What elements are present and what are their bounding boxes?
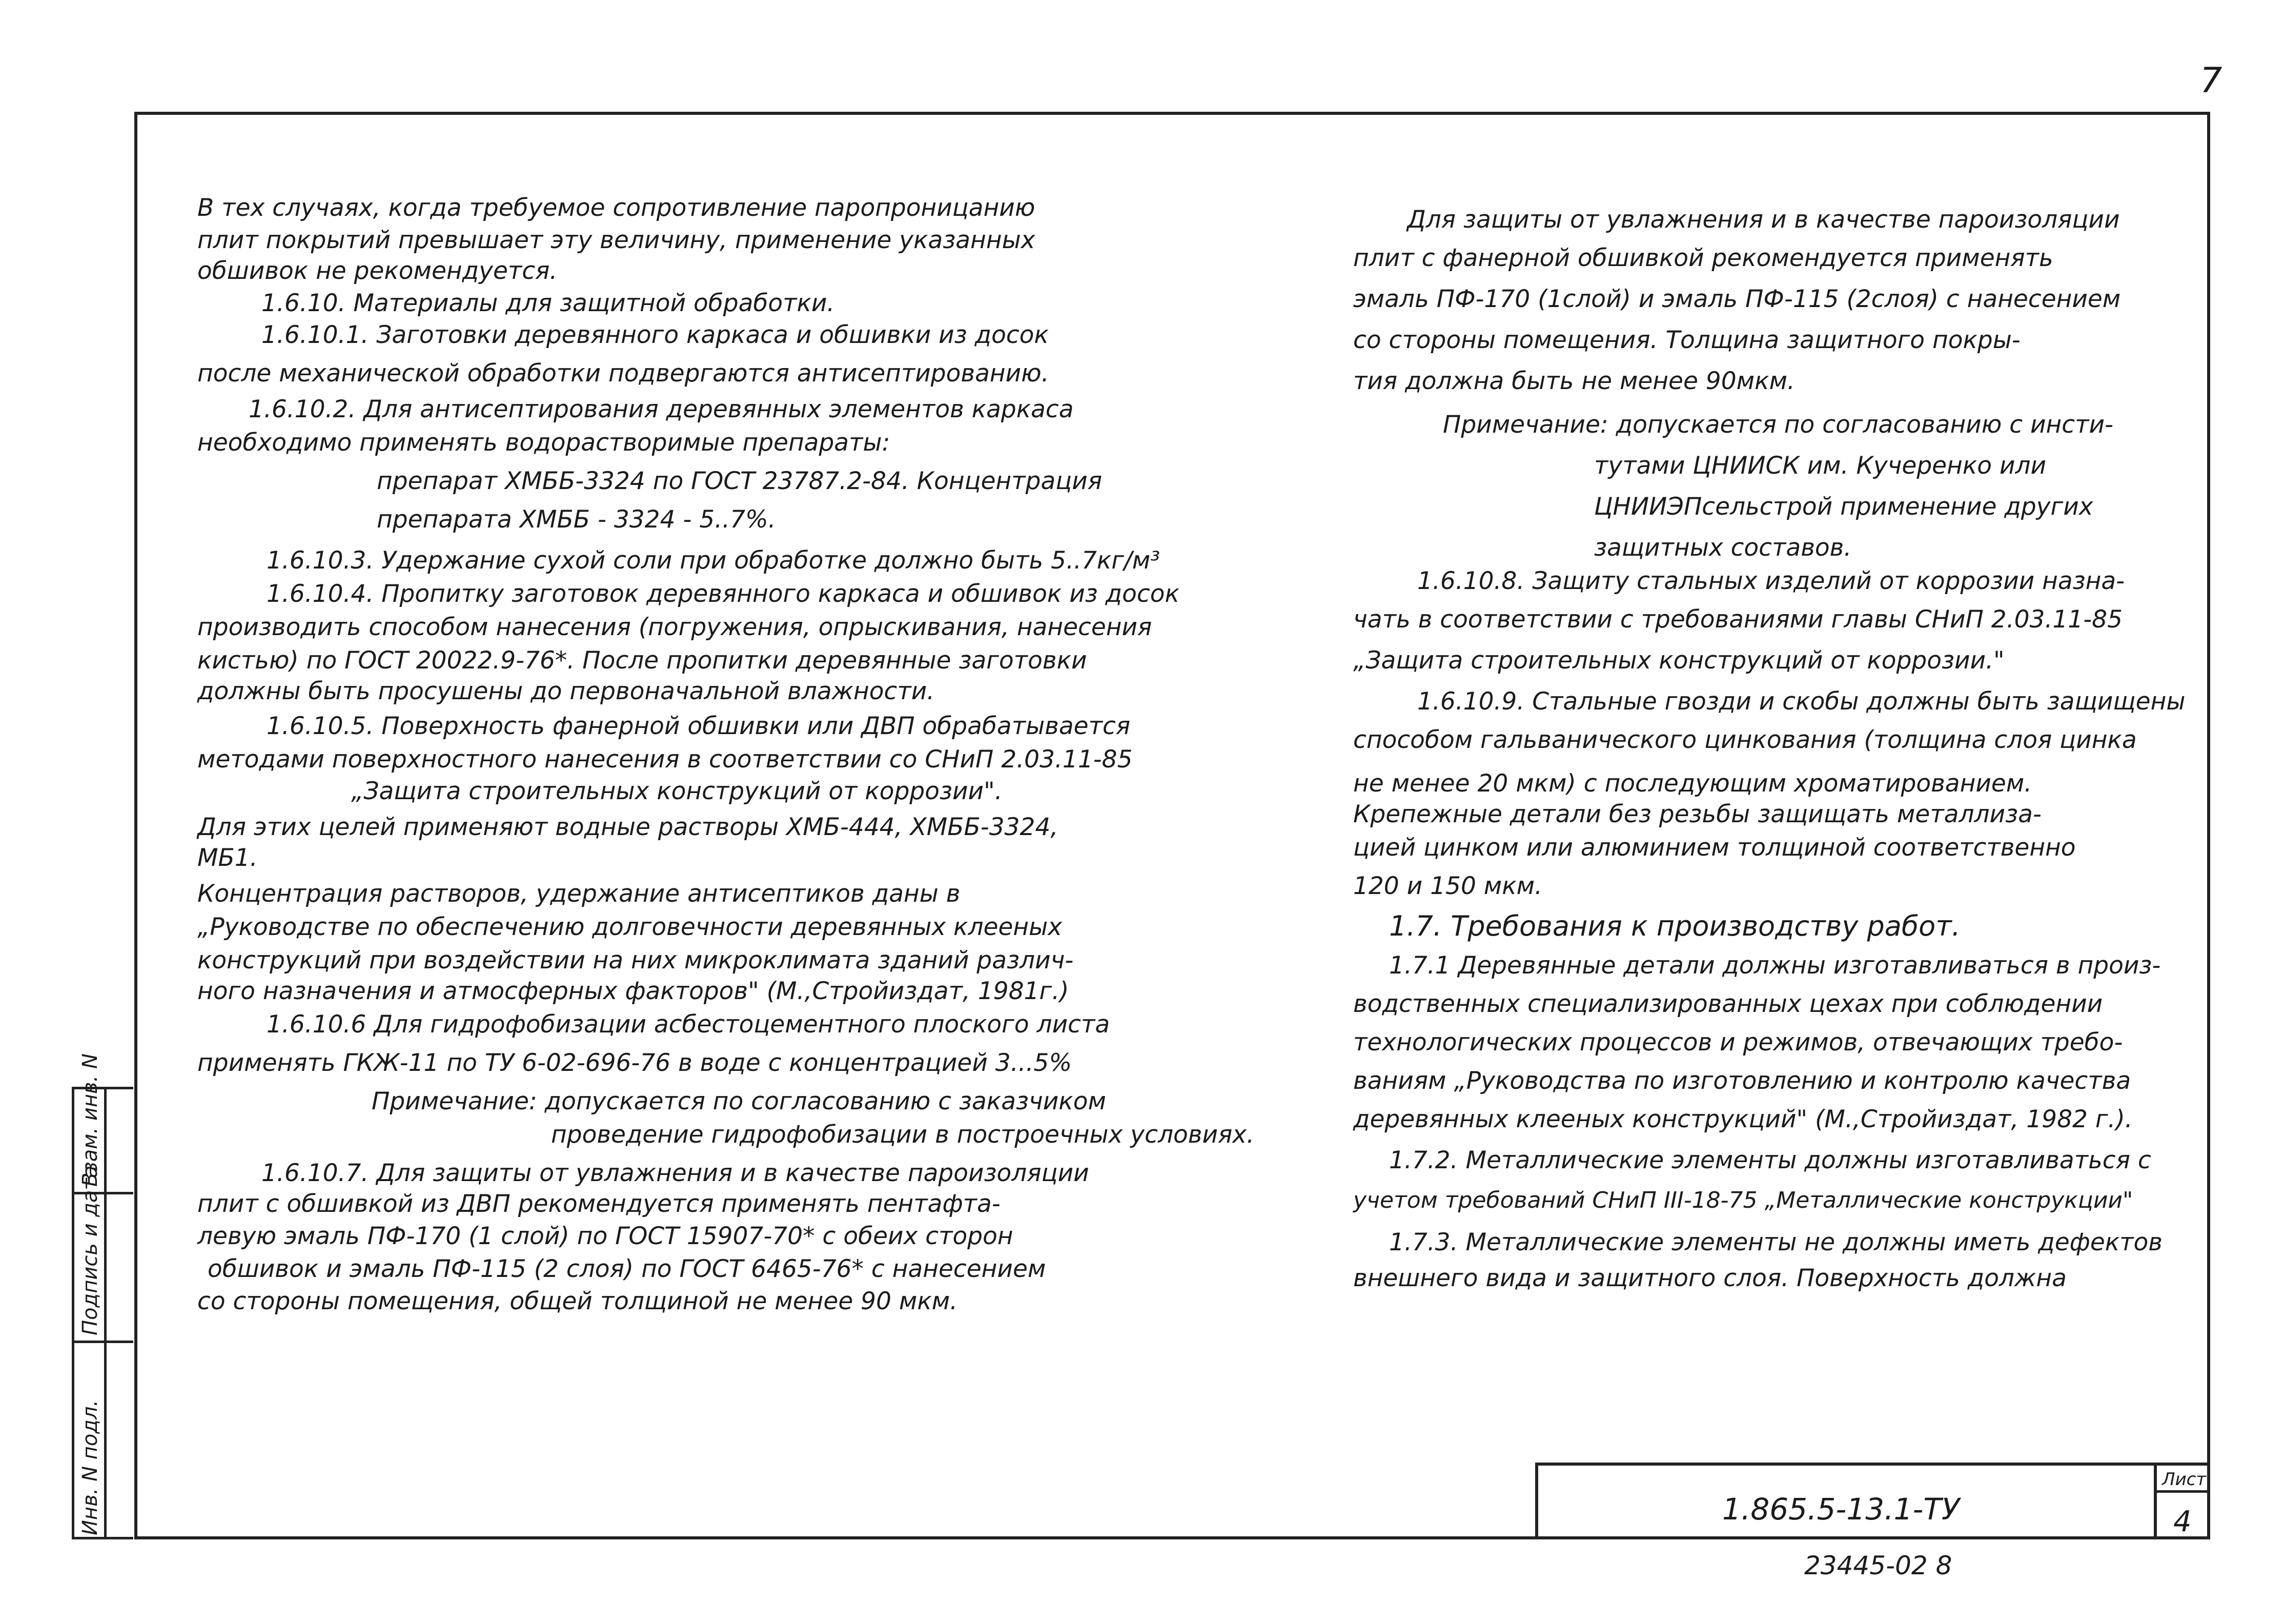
text-line: 1.6.10.7. Для защиты от увлажнения и в качестве пароизоляции	[261, 1159, 1089, 1187]
text-line: методами поверхностного нанесения в соответствии со СНиП 2.03.11-85	[197, 745, 1133, 774]
text-line: Для этих целей применяют водные растворы ХМБ-444, ХМББ-3324,	[197, 813, 1058, 841]
text-line: 1.6.10.3. Удержание сухой соли при обработке должно быть 5..7кг/м³	[267, 546, 1160, 575]
text-line: ЦНИИЭПсельстрой применение других	[1594, 493, 2093, 521]
text-line: „Защита строительных конструкций от коррозии."	[1353, 646, 2005, 675]
text-line: ного назначения и атмосферных факторов" (М.,Стройиздат, 1981г.)	[197, 977, 1069, 1005]
replaces-inv-label: Взам. инв. N	[78, 1053, 102, 1187]
text-line: 1.6.10.5. Поверхность фанерной обшивки или ДВП обрабатывается	[267, 712, 1131, 740]
text-line: 1.7.2. Металлические элементы должны изготавливаться с	[1389, 1146, 2151, 1174]
text-line: Примечание: допускается по согласованию с инсти-	[1443, 411, 2114, 439]
document-designation: 1.865.5-13.1-ТУ	[1722, 1492, 1960, 1527]
text-line: тия должна быть не менее 90мкм.	[1353, 367, 1795, 395]
page-number: 7	[2200, 60, 2222, 101]
text-line: кистью) по ГОСТ 20022.9-76*. После пропитки деревянные заготовки	[197, 646, 1087, 675]
text-line: конструкций при воздействии на них микроклимата зданий различ-	[197, 946, 1074, 975]
text-line: препарат ХМББ-3324 по ГОСТ 23787.2-84. Концентрация	[377, 467, 1103, 495]
text-line: внешнего вида и защитного слоя. Поверхность должна	[1353, 1264, 2067, 1292]
text-line: „Защита строительных конструкций от коррозии".	[351, 777, 1003, 805]
text-line: 1.6.10.1. Заготовки деревянного каркаса и обшивки из досок	[261, 321, 1049, 349]
text-line: после механической обработки подвергаются антисептированию.	[197, 359, 1049, 388]
text-line: 1.6.10.4. Пропитку заготовок деревянного каркаса и обшивок из досок	[267, 580, 1179, 608]
text-line: со стороны помещения, общей толщиной не менее 90 мкм.	[197, 1287, 958, 1315]
inv-no-orig-label: Инв. N подл.	[78, 1399, 102, 1535]
text-line: 1.6.10.6 Для гидрофобизации асбестоцементного плоского листа	[267, 1010, 1110, 1039]
text-line: защитных составов.	[1594, 534, 1852, 562]
text-line: ваниям „Руководства по изготовлению и контролю качества	[1353, 1067, 2131, 1095]
text-line: проведение гидрофобизации в построечных условиях.	[551, 1121, 1255, 1149]
text-line: обшивок и эмаль ПФ-115 (2 слоя) по ГОСТ 6465-76* с нанесением	[208, 1255, 1046, 1283]
text-line: не менее 20 мкм) с последующим хроматированием.	[1353, 769, 2032, 798]
text-line: 1.6.10.2. Для антисептирования деревянных элементов каркаса	[249, 395, 1074, 423]
text-line: технологических процессов и режимов, отвечающих требо-	[1353, 1028, 2123, 1057]
text-line: учетом требований СНиП III-18-75 „Металлические конструкции"	[1353, 1187, 2133, 1213]
text-line: со стороны помещения. Толщина защитного покры-	[1353, 326, 2021, 354]
text-line: 120 и 150 мкм.	[1353, 872, 1543, 900]
text-line: 1.6.10.9. Стальные гвозди и скобы должны быть защищены	[1417, 687, 2186, 716]
signature-date-label: Подпись и дата	[78, 1165, 102, 1335]
text-line: тутами ЦНИИСК им. Кучеренко или	[1594, 452, 2047, 480]
text-line: 1.7.1 Деревянные детали должны изготавливаться в произ-	[1389, 951, 2161, 980]
text-line: Для защиты от увлажнения и в качестве пароизоляции	[1407, 206, 2120, 234]
text-line: чать в соответствии с требованиями главы СНиП 2.03.11-85	[1353, 605, 2123, 634]
text-line: 1.6.10.8. Защиту стальных изделий от коррозии назна-	[1417, 567, 2125, 595]
text-line: способом гальванического цинкования (толщина слоя цинка	[1353, 726, 2137, 754]
text-line: плит покрытий превышает эту величину, применение указанных	[197, 226, 1035, 254]
text-line: 1.6.10. Материалы для защитной обработки.	[261, 289, 835, 317]
text-line: необходимо применять водорастворимые препараты:	[197, 429, 890, 457]
text-line: производить способом нанесения (погружения, опрыскивания, нанесения	[197, 613, 1152, 641]
section-heading: 1.7. Требования к производству работ.	[1389, 910, 1961, 942]
archive-code: 23445-02 8	[1804, 1551, 1952, 1580]
text-line: левую эмаль ПФ-170 (1 слой) по ГОСТ 15907-70* с обеих сторон	[197, 1222, 1013, 1250]
sheet-number: 4	[2173, 1505, 2192, 1538]
text-line: эмаль ПФ-170 (1слой) и эмаль ПФ-115 (2слоя) с нанесением	[1353, 285, 2121, 313]
text-line: деревянных клееных конструкций" (М.,Стройиздат, 1982 г.).	[1353, 1105, 2133, 1133]
text-line: должны быть просушены до первоначальной влажности.	[197, 677, 935, 705]
text-line: Концентрация растворов, удержание антисептиков даны в	[197, 880, 961, 908]
sheet-label: Лист	[2162, 1469, 2207, 1490]
text-line: цией цинком или алюминием толщиной соответственно	[1353, 834, 2076, 862]
text-line: применять ГКЖ-11 по ТУ 6-02-696-76 в воде с концентрацией 3...5%	[197, 1049, 1072, 1077]
text-line: препарата ХМББ - 3324 - 5..7%.	[377, 505, 776, 534]
text-line: МБ1.	[197, 844, 258, 872]
text-line: „Руководстве по обеспечению долговечности деревянных клееных	[197, 913, 1063, 941]
margin-stamp-column	[72, 1053, 133, 1539]
text-line: В тех случаях, когда требуемое сопротивление паропроницанию	[197, 194, 1035, 222]
text-line: плит с фанерной обшивкой рекомендуется применять	[1353, 244, 2053, 272]
text-line: 1.7.3. Металлические элементы не должны иметь дефектов	[1389, 1228, 2163, 1256]
text-line: обшивок не рекомендуется.	[197, 257, 558, 285]
text-line: Крепежные детали без резьбы защищать металлиза-	[1353, 800, 2042, 828]
text-line: плит с обшивкой из ДВП рекомендуется применять пентафта-	[197, 1190, 1001, 1218]
text-line: Примечание: допускается по согласованию с заказчиком	[372, 1087, 1106, 1115]
text-line: водственных специализированных цехах при соблюдении	[1353, 990, 2103, 1018]
